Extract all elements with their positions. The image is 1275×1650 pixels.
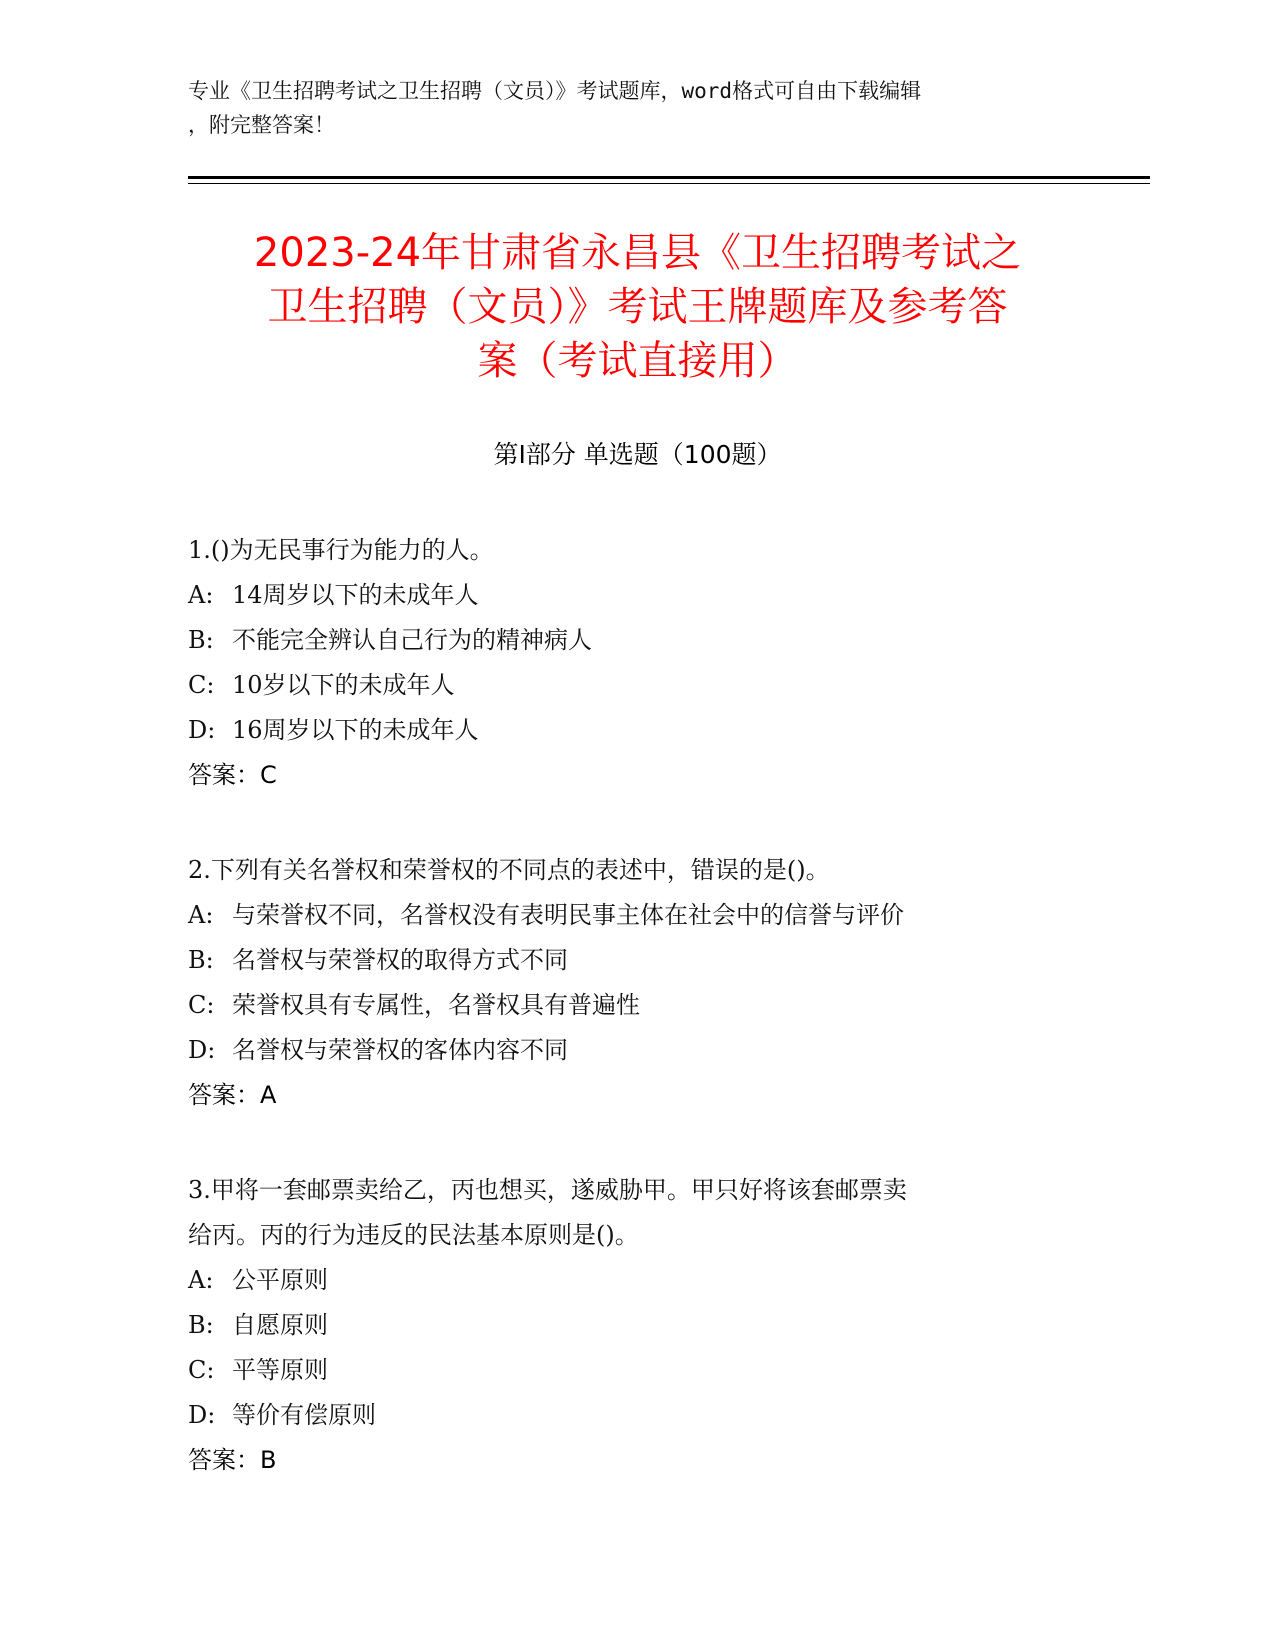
option-c	[188, 663, 1088, 708]
section-heading: 第Ⅰ部分 单选题（100题）	[493, 440, 782, 469]
option-text: 16周岁以下的未成年人	[232, 716, 479, 744]
option-d	[188, 1028, 1088, 1073]
header-rule-thin	[188, 183, 1150, 184]
option-letter: A:	[188, 581, 214, 609]
option-c	[188, 1348, 1088, 1393]
option-letter: B:	[188, 626, 214, 654]
option-text: 荣誉权具有专属性，名誉权具有普遍性	[232, 991, 640, 1019]
option-letter: C:	[188, 991, 215, 1019]
question-item	[188, 528, 1088, 798]
option-letter: A:	[188, 901, 214, 929]
option-text: 名誉权与荣誉权的取得方式不同	[232, 946, 568, 974]
option-letter: C:	[188, 671, 215, 699]
option-text: 名誉权与荣誉权的客体内容不同	[232, 1036, 568, 1064]
option-b	[188, 1303, 1088, 1348]
header-note-line-1: 专业《卫生招聘考试之卫生招聘（文员）》考试题库，word格式可自由下载编辑	[188, 79, 922, 103]
option-a	[188, 1258, 1088, 1303]
header-rule-thick	[188, 176, 1150, 179]
option-d	[188, 1393, 1088, 1438]
question-list	[188, 528, 1088, 1533]
option-letter: B:	[188, 1311, 214, 1339]
option-text: 自愿原则	[232, 1311, 328, 1339]
header-note	[188, 74, 1068, 142]
option-b	[188, 938, 1088, 983]
option-text: 等价有偿原则	[232, 1401, 376, 1429]
question-item	[188, 848, 1088, 1118]
answer-line: 答案：C	[188, 761, 277, 789]
option-c	[188, 983, 1088, 1028]
question-stem: 2.下列有关名誉权和荣誉权的不同点的表述中，错误的是()。	[188, 856, 830, 884]
option-letter: D:	[188, 1401, 216, 1429]
option-text: 14周岁以下的未成年人	[232, 581, 479, 609]
option-letter: B:	[188, 946, 214, 974]
option-d	[188, 708, 1088, 753]
option-a	[188, 893, 1088, 938]
option-text: 不能完全辨认自己行为的精神病人	[232, 626, 592, 654]
option-letter: C:	[188, 1356, 215, 1384]
question-stem: 1.()为无民事行为能力的人。	[188, 536, 494, 564]
option-a	[188, 573, 1088, 618]
option-text: 公平原则	[232, 1266, 328, 1294]
option-letter: D:	[188, 716, 216, 744]
document-title-line-3: 案（考试直接用）	[477, 338, 798, 384]
option-letter: A:	[188, 1266, 214, 1294]
option-text: 平等原则	[232, 1356, 328, 1384]
answer-line: 答案：A	[188, 1081, 277, 1109]
question-stem: 3.甲将一套邮票卖给乙，丙也想买，遂威胁甲。甲只好将该套邮票卖	[188, 1176, 907, 1204]
document-title-line-2: 卫生招聘（文员）》考试王牌题库及参考答	[267, 284, 1008, 330]
option-b	[188, 618, 1088, 663]
document-title-line-1: 2023-24年甘肃省永昌县《卫生招聘考试之	[253, 230, 1022, 276]
document-title	[150, 226, 1125, 388]
answer-line: 答案：B	[188, 1446, 277, 1474]
option-letter: D:	[188, 1036, 216, 1064]
question-item	[188, 1168, 1088, 1483]
question-stem-continued: 给丙。丙的行为违反的民法基本原则是()。	[188, 1221, 639, 1249]
header-note-line-2: ，附完整答案！	[188, 113, 335, 137]
option-text: 与荣誉权不同，名誉权没有表明民事主体在社会中的信誉与评价	[232, 901, 904, 929]
option-text: 10岁以下的未成年人	[232, 671, 455, 699]
